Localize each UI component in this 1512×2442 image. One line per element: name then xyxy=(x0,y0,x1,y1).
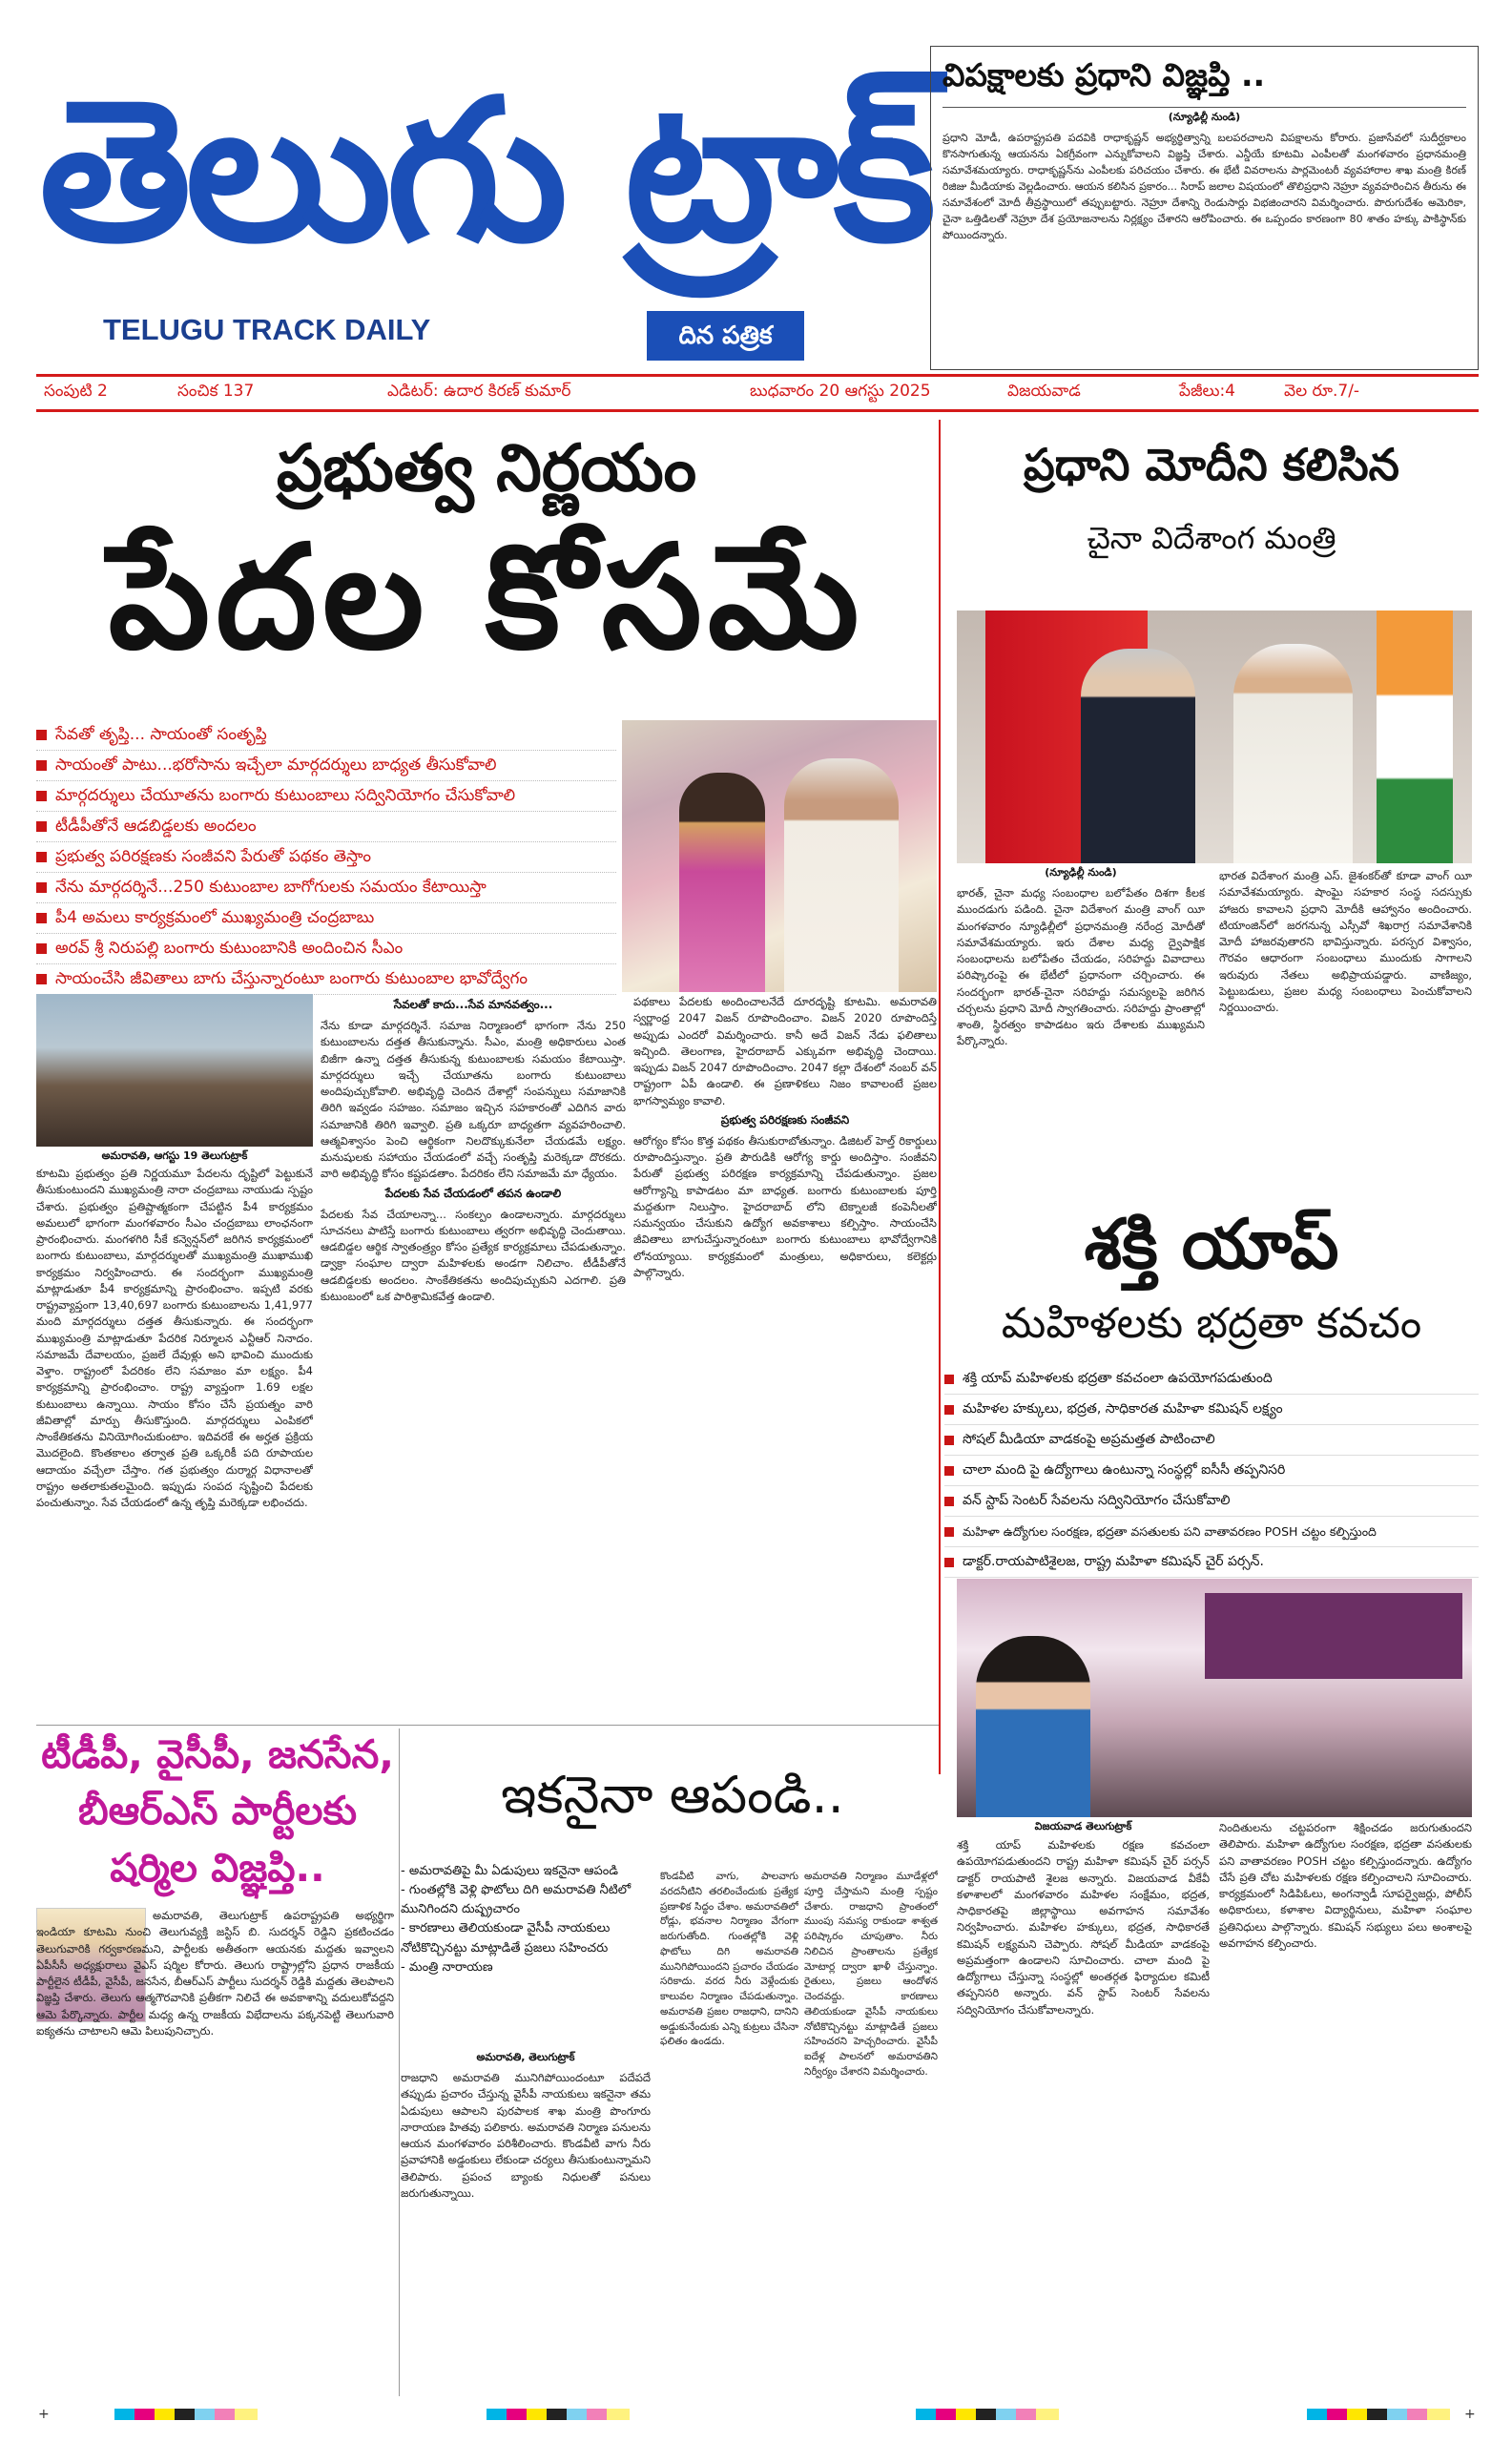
issue-date: బుధవారం 20 ఆగస్టు 2025 xyxy=(750,382,931,401)
appeal-title: విపక్షాలకు ప్రధాని విజ్ఞప్తి .. xyxy=(942,56,1466,108)
modi-figure xyxy=(1233,644,1353,863)
volume: సంపుటి 2 xyxy=(44,382,108,401)
meeting-photo xyxy=(36,994,313,1147)
stop-column-2: కొండవీటి వాగు, పాలవాగు వరదనీటిని తరలించేందుకు ప్రత్యేక ప్రణాళిక సిద్ధం చేశాం. అమరావతిలో రోడ్లు, భవనాల నిర్మాణం వేగంగా జరుగుతోంది. గుంతల్లోకి వెళ్లి ఫొటోలు దిగి అమరావతి మునిగిపోయిందని ప్రచారం చేయడం సరికాదు. వరద నీరు వెళ్లేందుకు కాలువల నిర్మాణం చేపడుతున్నాం. అమరావతి ప్రజల రాజధాని, దానిని అడ్డుకునేందుకు ఎన్ని కుట్రలు చేసినా ఫలితం ఉండదు. xyxy=(660,1871,798,2048)
square-bullet-icon xyxy=(944,1405,954,1415)
masthead-logo: తెలుగు ట్రాక్ xyxy=(38,58,931,285)
list-item: మహిళల హక్కులు, భద్రత, సాధికారత మహిళా కమిషన్ లక్ష్యం xyxy=(944,1395,1479,1425)
stop-bullet-list xyxy=(401,1862,651,1977)
appeal-credit: (న్యూఢిల్లీ నుండి) xyxy=(1168,111,1241,123)
lead-kicker: ప్రభుత్వ నిర్ణయం xyxy=(276,431,697,507)
lead-bullet-list xyxy=(36,720,616,995)
modi-subheadline: చైనా విదేశాంగ మంత్రి xyxy=(1087,520,1336,556)
issue: సంచిక 137 xyxy=(177,382,255,401)
registration-cross-icon: + xyxy=(38,2407,50,2422)
stop-column-1: రాజధాని అమరావతి మునిగిపోయిందంటూ పదేపదే తప్పుడు ప్రచారం చేస్తున్న వైసీపీ నాయకులు ఇకనైనా తమ ఏడుపులు ఆపాలని పురపాలక శాఖ మంత్రి పొంగూరు నారాయణ హితవు పలికారు. అమరావతి నిర్మాణ పనులను ఆయన మంగళవారం పరిశీలించారు. కొండవీటి వాగు నీరు ప్రవాహానికి అడ్డంకులు లేకుండా చర్యలు తీసుకుంటున్నామని తెలిపారు. ప్రపంచ బ్యాంకు నిధులతో పనులు జరుగుతున్నాయి. xyxy=(401,2071,651,2200)
column-text: పథకాలు పేదలకు అందించాలనేదే దూరదృష్టి కూటమి. అమరావతి స్వర్ణాంధ్ర 2047 విజన్ రూపొందించాం. విజన్ 2020 రూపొందిస్తే అప్పుడు ఎందరో విమర్శించారు. కానీ అదే విజన్ నేడు ఫలితాలు ఇచ్చింది. తెలంగాణ, హైదరాబాద్ ఎక్కువగా అభివృద్ధి చెందాయి. ఇప్పుడు విజన్ 2047 రూపొందించాం. 2047 కల్లా దేశంలో నంబర్ వన్ రాష్ట్రంగా ఏపీ ఉండాలి. ఈ ప్రణాళికలు నిజం కావాలంటే ప్రజల భాగస్వామ్యం కావాలి. xyxy=(633,995,937,1107)
square-bullet-icon xyxy=(36,852,47,862)
stop-byline: అమరావతి, తెలుగుట్రాక్ xyxy=(476,2051,575,2063)
stop-headline: ఇకనైనా ఆపండి.. xyxy=(501,1765,844,1825)
appeal-body: ప్రధాని మోడీ, ఉపరాష్ట్రపతి పదవికి రాధాకృష్ణన్ అభ్యర్థిత్వాన్ని బలపరచాలని విపక్షాలను కోరారు. ప్రజాసేవలో సుదీర్ఘకాలం కొనసాగుతున్న ఆయనను ఏకగ్రీవంగా ఎన్నుకోవాలని విజ్ఞప్తి చేశారు. ఎన్డీయే కూటమి ఎంపీలతో మంగళవారం ప్రధానమంత్రి సమావేశమయ్యారు. రాధాకృష్ణన్‌ను ఎంపీలకు పరిచయం చేశారు. ఈ భేటీ వివరాలను పార్లమెంటరీ వ్యవహారాల శాఖ మంత్రి కిరణ్ రిజిజు మీడియాకు వెల్లడించారు. ఆయన కలిసిన ప్రకారం... సిరాప్ జలాల విషయంలో తొలిప్రధాని నెహ్రూ వ్యవహరించిన తీరును ఈ సమావేశంలో మోదీ తీవ్రస్థాయిలో తప్పుబట్టారు. నెహ్రూ దేశాన్ని రెండుసార్లు విభజించారని విమర్శించారు. పొరుగుదేశం అమెరికా, చైనా ఒత్తిడిలతో నెహ్రూ దేశ ప్రయోజనాలను నిర్లక్ష్యం చేశారని ఆరోపించారు. ఈ ఒప్పందం కారణంగా 80 శాతం హక్కు పాకిస్థాన్‌కు పోయిందన్నారు. xyxy=(942,132,1466,242)
list-item: చాలా మంది పై ఉద్యోగాలు ఉంటున్నా సంస్థల్లో ఐసీసీ తప్పనిసరి xyxy=(944,1456,1479,1486)
list-item: పీ4 అమలు కార్యక్రమంలో ముఖ్యమంత్రి చంద్రబాబు xyxy=(36,903,616,934)
list-item: అరవ్ శ్రీ నిరుపల్లి బంగారు కుటుంబానికి అందించిన సీఎం xyxy=(36,934,616,964)
column-divider xyxy=(399,1728,400,2396)
square-bullet-icon xyxy=(944,1558,954,1567)
pages: పేజీలు:4 xyxy=(1179,382,1235,401)
masthead xyxy=(36,46,933,370)
column-subhead: సేవలతో కాదు...సేవ మానవత్వం... xyxy=(393,998,553,1011)
lead-headline: పేదల కోసమే xyxy=(108,515,865,681)
stop-column-3: అమరావతి నిర్మాణం మూడేళ్లలో పూర్తి చేస్తామని మంత్రి స్పష్టం చేశారు. రాజధాని ప్రాంతంలో ముంపు సమస్య రాకుండా శాశ్వత పరిష్కారం చూపుతాం. నీరు నిలిచిన ప్రాంతాలను ప్రత్యేక మోటార్ల ద్వారా ఖాళీ చేస్తున్నాం. రైతులు, ప్రజలు ఆందోళన చెందవద్దు. కారణాలు తెలియకుండా వైసీపీ నాయకులు నోటికొచ్చినట్టు మాట్లాడితే ప్రజలు సహించరని హెచ్చరించారు. వైసీపీ ఐదేళ్ల పాలనలో అమరావతిని నిర్వీర్యం చేశారని విమర్శించారు. xyxy=(804,1871,938,2078)
color-bar xyxy=(114,2409,258,2420)
square-bullet-icon xyxy=(36,943,47,954)
price: వెల రూ.7/- xyxy=(1284,382,1360,401)
square-bullet-icon xyxy=(36,760,47,771)
square-bullet-icon xyxy=(944,1527,954,1537)
list-item: వన్ స్టాప్ సెంటర్ సేవలను సద్వినియోగం చేసుకోవాలి xyxy=(944,1486,1479,1517)
column-rule xyxy=(939,420,941,1774)
list-item: నేను మార్గదర్శినే...250 కుటుంబాల బాగోగులకు సమయం కేటాయిస్తా xyxy=(36,873,616,903)
event-banner xyxy=(1205,1593,1462,1679)
shakti-photo-caption: విజయవాడ తెలుగుట్రాక్ xyxy=(1034,1820,1132,1832)
wang-yi-figure xyxy=(1081,649,1195,863)
modi-column-1: భారత్, చైనా మధ్య సంబంధాల బలోపేతం దిశగా కీలక ముందడుగు పడింది. చైనా విదేశాంగ మంత్రి వాంగ్ యీ మంగళవారం న్యూఢిల్లీలో ప్రధానమంత్రి నరేంద్ర మోదీతో సమావేశమయ్యారు. ఇరు దేశాల మధ్య ద్వైపాక్షిక సంబంధాలను బలోపేతం చేయడం, సరిహద్దు వివాదాలు పరిష్కారంపై ఈ భేటీలో ప్రధానంగా చర్చించారు. ఈ సందర్భంగా భారత్-చైనా సరిహద్దు సమస్యలపై జరిగిన చర్చలను ప్రధాని మోదీ స్వాగతించారు. సరిహద్దు ప్రాంతాల్లో శాంతి, స్థిరత్వం కాపాడటం ఇరు దేశాలకు ముఖ్యమని పేర్కొన్నారు. xyxy=(957,886,1205,1048)
india-flag xyxy=(1377,610,1453,863)
column-subhead: పేదలకు సేవ చేయడంలో తపన ఉండాలి xyxy=(384,1186,562,1200)
square-bullet-icon xyxy=(36,974,47,984)
sharmila-headline: టీడీపీ, వైసీపీ, జనసేన, బీఆర్ఎస్ పార్టీలకు షర్మిల విజ్ఞప్తి.. xyxy=(41,1731,394,1891)
column-text: పేదలకు సేవ చేయాలన్నా... సంకల్పం ఉండాలన్నారు. మార్గదర్శులు సూచనలు పాటిస్తే బంగారు కుటుంబాలు త్వరగా అభివృద్ధి చెందుతాయి. ఆడబిడ్డల ఆర్థిక స్వాతంత్ర్యం కోసం ప్రత్యేక కార్యక్రమాలు చేపడుతున్నాం. డ్వాక్రా సంఘాల ద్వారా మహిళలకు అండగా నిలిచాం. టీడీపీతోనే ఆడబిడ్డలకు అందలం. సాంకేతికతను అందిపుచ్చుకుని ఎదగాలి. ప్రతి కుటుంబంలో ఒక పారిశ్రామికవేత్త ఉండాలి. xyxy=(321,1207,626,1303)
list-item: మహిళా ఉద్యోగుల సంరక్షణ, భద్రతా వసతులకు పని వాతావరణం POSH చట్టం కల్పిస్తుంది xyxy=(944,1517,1479,1547)
square-bullet-icon xyxy=(944,1466,954,1476)
masthead-subtitle: TELUGU TRACK DAILY xyxy=(103,313,431,346)
column-subhead: ప్రభుత్వ పరిరక్షణకు సంజీవని xyxy=(720,1112,850,1127)
sharmila-body: అమరావతి, తెలుగుట్రాక్ ఉపరాష్ట్రపతి అభ్యర్థిగా ఇండియా కూటమి నుంచి తెలుగువ్యక్తి జస్టిస్ బి. సుదర్శన్ రెడ్డిని ప్రకటించడం తెలుగువారికి గర్వకారణమని, పార్టీలకు అతీతంగా ఆయనకు మద్దతు ఇవ్వాలని ఏపీసీసీ అధ్యక్షురాలు వైఎస్ షర్మిల కోరారు. తెలుగు రాష్ట్రాల్లోని ప్రధాన రాజకీయ పార్టీలైన టీడీపీ, వైసీపీ, జనసేన, బీఆర్ఎస్ పార్టీలు సుదర్శన్ రెడ్డికి మద్దతు తెలపాలని విజ్ఞప్తి చేశారు. తెలుగు ఆత్మగౌరవానికి ప్రతీకగా నిలిచే ఈ అవకాశాన్ని వదులుకోవద్దని ఆమె పేర్కొన్నారు. పార్టీల మధ్య ఉన్న రాజకీయ విభేదాలను పక్కనపెట్టి తెలుగువారి ఐక్యతను చాటాలని ఆమె పిలుపునిచ్చారు. xyxy=(36,1909,394,2038)
list-item: - కారణాలు తెలియకుండా వైసీపీ నాయకులు నోటికొచ్చినట్టు మాట్లాడితే ప్రజలు సహించరు xyxy=(401,1921,611,1956)
shakti-bullet-list xyxy=(944,1364,1479,1578)
modi-credit: (న్యూఢిల్లీ నుండి) xyxy=(1045,866,1117,879)
square-bullet-icon xyxy=(36,882,47,893)
appeal-box xyxy=(930,46,1479,370)
lead-photo-caption: అమరావతి, ఆగస్టు 19 తెలుగుట్రాక్ xyxy=(101,1149,248,1162)
square-bullet-icon xyxy=(944,1375,954,1384)
list-item: మార్గదర్శులు చేయూతను బంగారు కుటుంబాలు సద్వినియోగం చేసుకోవాలి xyxy=(36,781,616,812)
shakti-photo xyxy=(957,1579,1472,1817)
shakti-headline: శక్తి యాప్ xyxy=(1084,1204,1339,1284)
list-item: టీడీపీతోనే ఆడబిడ్డలకు అందలం xyxy=(36,812,616,842)
registration-cross-icon: + xyxy=(1464,2407,1476,2422)
woman-figure xyxy=(679,773,765,992)
list-item: సేవతో తృప్తి... సాయంతో సంతృప్తి xyxy=(36,720,616,751)
list-item: - గుంతల్లోకి వెళ్లి ఫొటోలు దిగి అమరావతి నీటిలో మునిగిందని దుష్ప్రచారం xyxy=(401,1883,632,1917)
list-item: శక్తి యాప్ మహిళలకు భద్రతా కవచంలా ఉపయోగపడుతుంది xyxy=(944,1364,1479,1395)
speaker-figure xyxy=(976,1636,1090,1817)
lead-column-2 xyxy=(321,994,626,1714)
color-bar xyxy=(916,2409,1059,2420)
city: విజయవాడ xyxy=(1007,382,1081,401)
list-item: ప్రభుత్వ పరిరక్షణకు సంజీవని పేరుతో పథకం తెస్తాం xyxy=(36,842,616,873)
column-text: నేను కూడా మార్గదర్శినే. సమాజ నిర్మాణంలో భాగంగా నేను 250 కుటుంబాలను దత్తత తీసుకున్నాను. సీఎం, మంత్రి అధికారులు ఎంత బిజీగా ఉన్నా దత్తత తీసుకున్న కుటుంబాలకు సమయం కేటాయిస్తా. మార్గదర్శులు ఇచ్చే చేయూతను బంగారు కుటుంబాలు అందిపుచ్చుకోవాలి. అభివృద్ధి చెందిన దేశాల్లో సంపన్నులు సమాజానికి తిరిగి ఇవ్వడం సహజం. సమాజం ఇచ్చిన సహకారంతో ఎదిగిన వారు సమాజానికి తిరిగి ఇవ్వాలి. ప్రతి ఒక్కరూ బాధ్యతగా వ్యవహరించాలి. ఆత్మవిశ్వాసం పెంచి ఆర్థికంగా నిలదొక్కుకునేలా చేయడమే లక్ష్యం. మనుషులకు సహాయం చేయడంలో వచ్చే సంతృప్తి మరెక్కడా దొరకదు. వారి అభివృద్ధి కోసం కష్టపడతాం. పేదరికం లేని సమాజమే మా ధ్యేయం. xyxy=(321,1019,626,1181)
lead-column-1: కూటమి ప్రభుత్వం ప్రతి నిర్ణయమూ పేదలను దృష్టిలో పెట్టుకునే తీసుకుంటుందని ముఖ్యమంత్రి నారా చంద్రబాబు నాయుడు స్పష్టం చేశారు. ప్రభుత్వం ప్రతిష్టాత్మకంగా చేపట్టిన పీ4 కార్యక్రమం అమలులో భాగంగా మంగళవారం సీఎం చంద్రబాబు లాంఛనంగా ప్రారంభించారు. మంగళగిరి సీకే కన్వెన్షన్‌లో జరిగిన కార్యక్రమంలో బంగారు కుటుంబాలు, మార్గదర్శులతో ముఖ్యమంత్రి ముఖాముఖి కార్యక్రమం నిర్వహించారు. ఈ సందర్భంగా ముఖ్యమంత్రి మాట్లాడుతూ పీ4 కార్యక్రమాన్ని ప్రారంభించాం. ఇప్పటి వరకు రాష్ట్రవ్యాప్తంగా 13,40,697 బంగారు కుటుంబాలను 1,41,977 మంది మార్గదర్శులు దత్తత తీసుకున్నారు. ఈ సందర్భంగా ముఖ్యమంత్రి మాట్లాడుతూ పేదరిక నిర్మూలన ఎన్టీఆర్ నినాదం. సమాజమే దేవాలయం, ప్రజలే దేవుళ్లు అని భావించి ముందుకు వెళ్తాం. రాష్ట్రంలో పేదరికం లేని సమాజం మా లక్ష్యం. పీ4 కార్యక్రమాన్ని ప్రారంభించాం. రాష్ట్ర వ్యాప్తంగా 1.69 లక్షల కుటుంబాలు ఉన్నాయి. సాయం కోసం చేసే ప్రయత్నం వారి జీవితాల్లో మార్పు తీసుకొస్తుంది. మార్గదర్శులు ఎంపికలో సాంకేతికతను వినియోగించుకుంటాం. ఇదివరకే ఈ అర్హత ప్రక్రియ మొదలైంది. కొంతకాలం తర్వాత ప్రతి ఒక్కరికీ పది రూపాయల ఆదాయం వచ్చేలా చేస్తాం. గత ప్రభుత్వం దుర్మార్గ విధానాలతో రాష్ట్రం అతలాకుతలమైంది. ఇప్పుడు సంపద సృష్టించి పేదలకు పంచుతున్నాం. సేవ చేయడంలో ఉన్న తృప్తి మరెక్కడా లభించదు. xyxy=(36,1167,313,1509)
column-text: ఆరోగ్యం కోసం కొత్త పథకం తీసుకురాబోతున్నాం. డిజిటల్ హెల్త్ రికార్డులు రూపొందిస్తున్నాం. ప్రతి పౌరుడికి ఆరోగ్య కార్డు అందిస్తాం. సంజీవని పేరుతో ప్రభుత్వ పరిరక్షణ కార్యక్రమాన్ని చేపడుతున్నాం. ప్రజల ఆరోగ్యాన్ని కాపాడటం మా బాధ్యత. బంగారు కుటుంబాలకు పూర్తి మద్దతుగా నిలుస్తాం. హైదరాబాద్ లోని టెక్నాలజీ కంపెనీలతో సమన్వయం చేసుకుని ఉద్యోగ అవకాశాలు కల్పిస్తాం. సాయంచేసి జీవితాలు బాగుచేస్తున్నారంటూ బంగారు కుటుంబాలు భావోద్వేగానికి లోనయ్యాయి. కార్యక్రమంలో మంత్రులు, అధికారులు, కలెక్టర్లు పాల్గొన్నారు. xyxy=(633,1133,937,1279)
editor: ఎడిటర్: ఉదార కిరణ్ కుమార్ xyxy=(387,382,571,401)
masthead-badge: దిన పత్రిక xyxy=(647,311,804,361)
color-bar xyxy=(1307,2409,1450,2420)
square-bullet-icon xyxy=(36,730,47,740)
cm-figure xyxy=(784,758,899,992)
section-divider xyxy=(36,1725,939,1726)
square-bullet-icon xyxy=(36,821,47,832)
square-bullet-icon xyxy=(36,791,47,801)
square-bullet-icon xyxy=(944,1436,954,1445)
modi-headline: ప్రధాని మోదీని కలిసిన xyxy=(1024,439,1399,490)
lead-photo xyxy=(622,720,937,992)
list-item: సాయంచేసి జీవితాలు బాగు చేస్తున్నారంటూ బంగారు కుటుంబాల భావోద్వేగం xyxy=(36,964,616,995)
square-bullet-icon xyxy=(944,1497,954,1506)
color-bar xyxy=(487,2409,630,2420)
modi-column-2: భారత విదేశాంగ మంత్రి ఎస్. జైశంకర్‌తో కూడా వాంగ్ యీ సమావేశమయ్యారు. షాంఘై సహకార సంస్థ సదస్సుకు హాజరు కావాలని ప్రధాని మోదీకి ఆహ్వానం అందించారు. టియాంజిన్‌లో జరగనున్న ఎస్సీవో శిఖరాగ్ర సమావేశానికి మోదీ హాజరవుతారని భావిస్తున్నారు. పరస్పర విశ్వాసం, గౌరవం ఆధారంగా సంబంధాలు ముందుకు సాగాలని ఇరువురు నేతలు అభిప్రాయపడ్డారు. వాణిజ్యం, పెట్టుబడులు, ప్రజల మధ్య సంబంధాలు పెంచుకోవాలని నిర్ణయించారు. xyxy=(1219,869,1472,1014)
list-item: సాయంతో పాటు...భరోసాను ఇచ్చేలా మార్గదర్శులు బాధ్యత తీసుకోవాలి xyxy=(36,751,616,781)
list-item: - మంత్రి నారాయణ xyxy=(401,1959,493,1975)
shakti-subheadline: మహిళలకు భద్రతా కవచం xyxy=(1001,1299,1422,1348)
list-item: - అమరావతిపై మీ ఏడుపులు ఇకనైనా ఆపండి xyxy=(401,1864,618,1878)
list-item: డాక్టర్.రాయపాటిశైలజ, రాష్ట్ర మహిళా కమిషన్ చైర్ పర్సన్. xyxy=(944,1547,1479,1578)
modi-photo xyxy=(957,610,1472,863)
lead-column-3 xyxy=(633,994,937,1714)
info-bar xyxy=(36,374,1479,412)
list-item: సోషల్ మీడియా వాడకంపై అప్రమత్తత పాటించాలి xyxy=(944,1425,1479,1456)
shakti-column-2: నిందితులను చట్టపరంగా శిక్షించడం జరుగుతుందని తెలిపారు. మహిళా ఉద్యోగుల సంరక్షణ, భద్రతా వసతులకు పని వాతావరణం POSH చట్టం కల్పిస్తుందన్నారు. ఉద్యోగం చేసే ప్రతి చోట మహిళలకు రక్షణ కల్పించాలని సూచించారు. కార్యక్రమంలో సిడిపిఓలు, అంగన్వాడీ సూపర్వైజర్లు, పోలీస్ అధికారులు, కళాశాల విద్యార్థినులు, మహిళా సంఘాల ప్రతినిధులు పాల్గొన్నారు. కమిషన్ సభ్యులు పలు అంశాలపై అవగాహన కల్పించారు. xyxy=(1219,1821,1472,1950)
square-bullet-icon xyxy=(36,913,47,923)
shakti-column-1: శక్తి యాప్ మహిళలకు రక్షణ కవచంలా ఉపయోగపడుతుందని రాష్ట్ర మహిళా కమిషన్ చైర్ పర్సన్ డాక్టర్ రాయపాటి శైలజ అన్నారు. విజయవాడ వీకేవీ కళాశాలలో మంగళవారం మహిళల సంక్షేమం, భద్రత, సాధికారతపై జిల్లాస్థాయి అవగాహన సమావేశం నిర్వహించారు. మహిళల హక్కులు, భద్రత, సాధికారతే కమిషన్ లక్ష్యమని చెప్పారు. సోషల్ మీడియా వాడకంపై అప్రమత్తంగా ఉండాలని సూచించారు. చాలా మంది పై ఉద్యోగాలు చేస్తున్నా సంస్థల్లో అంతర్గత ఫిర్యాదుల కమిటీ తప్పనిసరి అన్నారు. వన్ స్టాప్ సెంటర్ సేవలను సద్వినియోగం చేసుకోవాలన్నారు. xyxy=(957,1838,1210,2017)
